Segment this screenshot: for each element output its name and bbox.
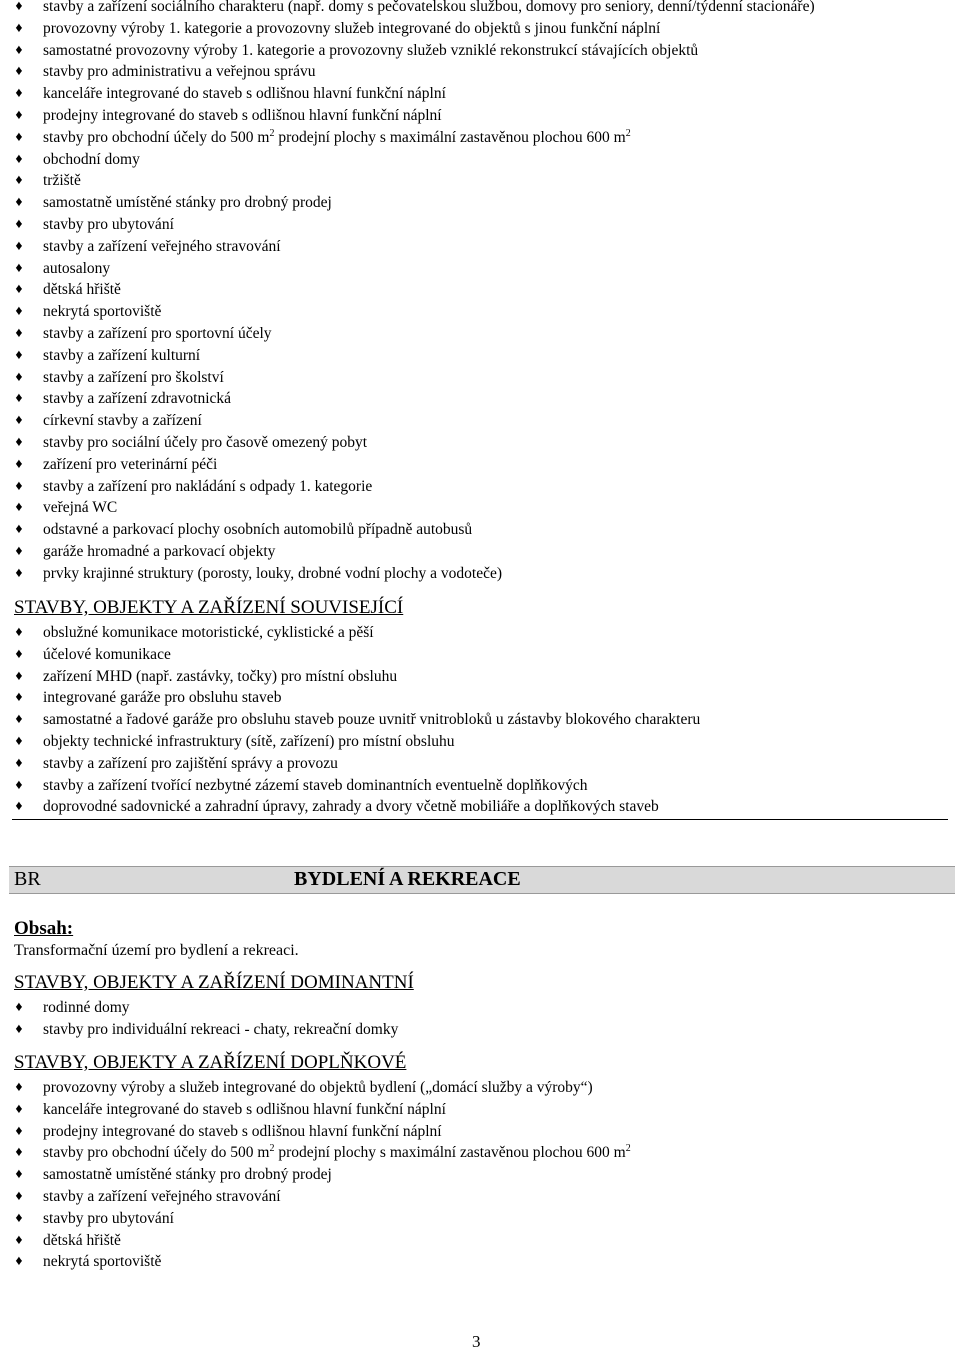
list-item	[12, 997, 957, 1019]
diamond-bullet-icon: ♦	[15, 478, 23, 494]
list-item	[12, 301, 957, 323]
list-item	[12, 1208, 957, 1230]
list-item	[12, 476, 957, 498]
list-item	[12, 1164, 957, 1186]
list-item-text: stavby pro individuální rekreaci - chaty, rekreační domky	[43, 1020, 399, 1038]
list-item	[12, 236, 957, 258]
list-item	[12, 127, 957, 149]
list-item	[12, 687, 957, 709]
diamond-bullet-icon: ♦	[15, 646, 23, 662]
list-item	[12, 345, 957, 367]
list-item-text: stavby pro administrativu a veřejnou správu	[43, 63, 316, 81]
list-item	[12, 367, 957, 389]
diamond-bullet-icon: ♦	[15, 391, 23, 407]
section-divider	[12, 819, 948, 820]
list-item-text: dětská hřiště	[43, 281, 121, 299]
section-code: BR	[14, 868, 41, 890]
diamond-bullet-icon: ♦	[15, 1021, 23, 1037]
diamond-bullet-icon: ♦	[15, 413, 23, 429]
diamond-bullet-icon: ♦	[15, 1232, 23, 1248]
list-item	[12, 1251, 957, 1273]
list-item	[12, 519, 957, 541]
list-item-text: dětská hřiště	[43, 1231, 121, 1249]
list-item	[12, 1230, 957, 1252]
list-item-text: prodejny integrované do staveb s odlišnou hlavní funkční náplní	[43, 1122, 442, 1140]
list-item-text: stavby a zařízení pro zajištění správy a provozu	[43, 754, 338, 772]
list-item-text: veřejná WC	[43, 499, 118, 517]
list-item-text: samostatně umístěné stánky pro drobný prodej	[43, 194, 332, 212]
diamond-bullet-icon: ♦	[15, 282, 23, 298]
list-item	[12, 192, 957, 214]
list-item-text: zařízení MHD (např. zastávky, točky) pro místní obsluhu	[43, 667, 398, 685]
list-item	[12, 105, 957, 127]
list-item	[12, 61, 957, 83]
list-item-text: objekty technické infrastruktury (sítě, zařízení) pro místní obsluhu	[43, 732, 455, 750]
diamond-bullet-icon: ♦	[15, 777, 23, 793]
list-item-text: odstavné a parkovací plochy osobních automobilů případně autobusů	[43, 521, 473, 539]
list-item	[12, 753, 957, 775]
list-item	[12, 497, 957, 519]
list-item-text: církevní stavby a zařízení	[43, 412, 202, 430]
list-item-text: stavby pro obchodní účely do 500 $m^2$ prodejní plochy s maximální zastavěnou plochou 600 $m^2$	[43, 127, 631, 146]
list-item-text: doprovodné sadovnické a zahradní úpravy, zahrady a dvory včetně mobiliáře a doplňkových staveb	[43, 798, 659, 816]
list-item-text: integrované garáže pro obsluhu staveb	[43, 689, 282, 707]
diamond-bullet-icon: ♦	[15, 500, 23, 516]
list-item-text: provozovny výroby 1. kategorie a provozovny služeb integrované do objektů s jinou funkční náplní	[43, 19, 661, 37]
heading-doplnkove: STAVBY, OBJEKTY A ZAŘÍZENÍ DOPLŇKOVÉ	[14, 1052, 407, 1073]
diamond-bullet-icon: ♦	[15, 304, 23, 320]
list-item-text: stavby a zařízení kulturní	[43, 346, 201, 364]
section-title: BYDLENÍ A REKREACE	[294, 868, 521, 890]
page-number: 3	[472, 1332, 481, 1351]
list-item-text: stavby pro ubytování	[43, 1209, 174, 1227]
obsah-text: Transformační území pro bydlení a rekreaci.	[14, 942, 299, 959]
list-item	[12, 170, 957, 192]
list-item	[12, 83, 957, 105]
diamond-bullet-icon: ♦	[15, 64, 23, 80]
list-item	[12, 432, 957, 454]
list-item-text: autosalony	[43, 259, 111, 277]
list-item	[12, 214, 957, 236]
list-item	[12, 1099, 957, 1121]
diamond-bullet-icon: ♦	[15, 456, 23, 472]
diamond-bullet-icon: ♦	[15, 1080, 23, 1095]
list-item	[12, 622, 957, 644]
obsah-label: Obsah:	[14, 918, 74, 939]
list-item	[12, 1142, 957, 1164]
list-item	[12, 709, 957, 731]
list-item-text: nekrytá sportoviště	[43, 303, 162, 321]
diamond-bullet-icon: ♦	[15, 1000, 23, 1015]
diamond-bullet-icon: ♦	[15, 565, 23, 581]
diamond-bullet-icon: ♦	[15, 216, 23, 232]
diamond-bullet-icon: ♦	[15, 151, 23, 167]
list-item-text: samostatné a řadové garáže pro obsluhu staveb pouze uvnitř vnitrobloků u zástavby blokového charakteru	[43, 711, 701, 729]
diamond-bullet-icon: ♦	[15, 0, 23, 14]
diamond-bullet-icon: ♦	[15, 668, 23, 684]
diamond-bullet-icon: ♦	[15, 1210, 23, 1226]
diamond-bullet-icon: ♦	[15, 129, 23, 145]
list-item-text: kanceláře integrované do staveb s odlišnou hlavní funkční náplní	[43, 1100, 446, 1118]
diamond-bullet-icon: ♦	[15, 522, 23, 538]
list-item-text: obchodní domy	[43, 150, 140, 168]
diamond-bullet-icon: ♦	[15, 690, 23, 706]
list-item	[12, 388, 957, 410]
list-item	[12, 258, 957, 280]
list-item-text: stavby pro ubytování	[43, 215, 174, 233]
diamond-bullet-icon: ♦	[15, 755, 23, 771]
list-item-text: samostatně umístěné stánky pro drobný prodej	[43, 1166, 332, 1184]
list-dominantni	[12, 997, 957, 1041]
list-item	[12, 563, 957, 585]
diamond-bullet-icon: ♦	[15, 20, 23, 36]
diamond-bullet-icon: ♦	[15, 1167, 23, 1183]
list-vyuziti-1	[12, 0, 957, 585]
list-item-text: stavby a zařízení sociálního charakteru (např. domy s pečovatelskou službou, domovy pro seniory, denní/týdenní stacionáře)	[43, 0, 815, 15]
list-item-text: zařízení pro veterinární péči	[43, 455, 218, 473]
list-item	[12, 18, 957, 40]
list-item-text: stavby a zařízení zdravotnická	[43, 390, 232, 408]
list-item-text: stavby a zařízení pro školství	[43, 368, 224, 386]
list-item-text: stavby a zařízení pro sportovní účely	[43, 324, 272, 342]
diamond-bullet-icon: ♦	[15, 42, 23, 58]
list-souvisejici	[12, 622, 957, 818]
list-item-text: obslužné komunikace motoristické, cyklistické a pěší	[43, 624, 374, 641]
list-item-text: kanceláře integrované do staveb s odlišnou hlavní funkční náplní	[43, 85, 446, 103]
diamond-bullet-icon: ♦	[15, 347, 23, 363]
heading-dominantni: STAVBY, OBJEKTY A ZAŘÍZENÍ DOMINANTNÍ	[14, 972, 414, 993]
list-item-text: stavby a zařízení veřejného stravování	[43, 237, 281, 255]
list-item-text: prodejny integrované do staveb s odlišnou hlavní funkční náplní	[43, 106, 442, 124]
list-item-text: stavby a zařízení tvořící nezbytné zázemí staveb dominantních eventuelně doplňkových	[43, 776, 588, 794]
diamond-bullet-icon: ♦	[15, 1145, 23, 1161]
diamond-bullet-icon: ♦	[15, 195, 23, 211]
list-item	[12, 644, 957, 666]
diamond-bullet-icon: ♦	[15, 369, 23, 385]
heading-souvisejici: STAVBY, OBJEKTY A ZAŘÍZENÍ SOUVISEJÍCÍ	[14, 597, 404, 618]
list-item	[12, 40, 957, 62]
list-item-text: prvky krajinné struktury (porosty, louky, drobné vodní plochy a vodoteče)	[43, 564, 503, 582]
diamond-bullet-icon: ♦	[15, 173, 23, 189]
list-item	[12, 1121, 957, 1143]
diamond-bullet-icon: ♦	[15, 733, 23, 749]
diamond-bullet-icon: ♦	[15, 1254, 23, 1270]
list-item	[12, 279, 957, 301]
list-item-text: stavby a zařízení veřejného stravování	[43, 1187, 281, 1205]
list-item	[12, 1186, 957, 1208]
list-item	[12, 323, 957, 345]
list-item	[12, 775, 957, 797]
diamond-bullet-icon: ♦	[15, 434, 23, 450]
diamond-bullet-icon: ♦	[15, 260, 23, 276]
list-item-text: stavby pro sociální účely pro časově omezený pobyt	[43, 433, 368, 451]
list-item-text: tržiště	[43, 172, 81, 190]
list-item-text: účelové komunikace	[43, 645, 171, 663]
diamond-bullet-icon: ♦	[15, 543, 23, 559]
list-item	[12, 666, 957, 688]
diamond-bullet-icon: ♦	[15, 799, 23, 815]
list-item	[12, 1019, 957, 1041]
list-item	[12, 731, 957, 753]
list-item-text: garáže hromadné a parkovací objekty	[43, 542, 276, 560]
list-item	[12, 0, 957, 18]
diamond-bullet-icon: ♦	[15, 86, 23, 102]
list-item-text: stavby pro obchodní účely do 500 $m^2$ prodejní plochy s maximální zastavěnou plochou 600 $m^2$	[43, 1143, 631, 1162]
list-item-text: provozovny výroby a služeb integrované do objektů bydlení („domácí služby a výroby“)	[43, 1079, 593, 1096]
list-item-text: stavby a zařízení pro nakládání s odpady 1. kategorie	[43, 477, 373, 495]
list-item	[12, 796, 957, 818]
list-item	[12, 454, 957, 476]
list-item-text: samostatné provozovny výroby 1. kategorie a provozovny služeb vzniklé rekonstrukcí stávajících objektů	[43, 41, 699, 59]
list-item	[12, 1077, 957, 1099]
list-item	[12, 149, 957, 171]
list-item	[12, 541, 957, 563]
list-item-text: nekrytá sportoviště	[43, 1253, 162, 1271]
diamond-bullet-icon: ♦	[15, 625, 23, 640]
diamond-bullet-icon: ♦	[15, 1101, 23, 1117]
diamond-bullet-icon: ♦	[15, 107, 23, 123]
diamond-bullet-icon: ♦	[15, 238, 23, 254]
list-item-text: rodinné domy	[43, 999, 130, 1016]
diamond-bullet-icon: ♦	[15, 325, 23, 341]
diamond-bullet-icon: ♦	[15, 1188, 23, 1204]
diamond-bullet-icon: ♦	[15, 1123, 23, 1139]
list-doplnkove	[12, 1077, 957, 1273]
list-item	[12, 410, 957, 432]
diamond-bullet-icon: ♦	[15, 712, 23, 728]
